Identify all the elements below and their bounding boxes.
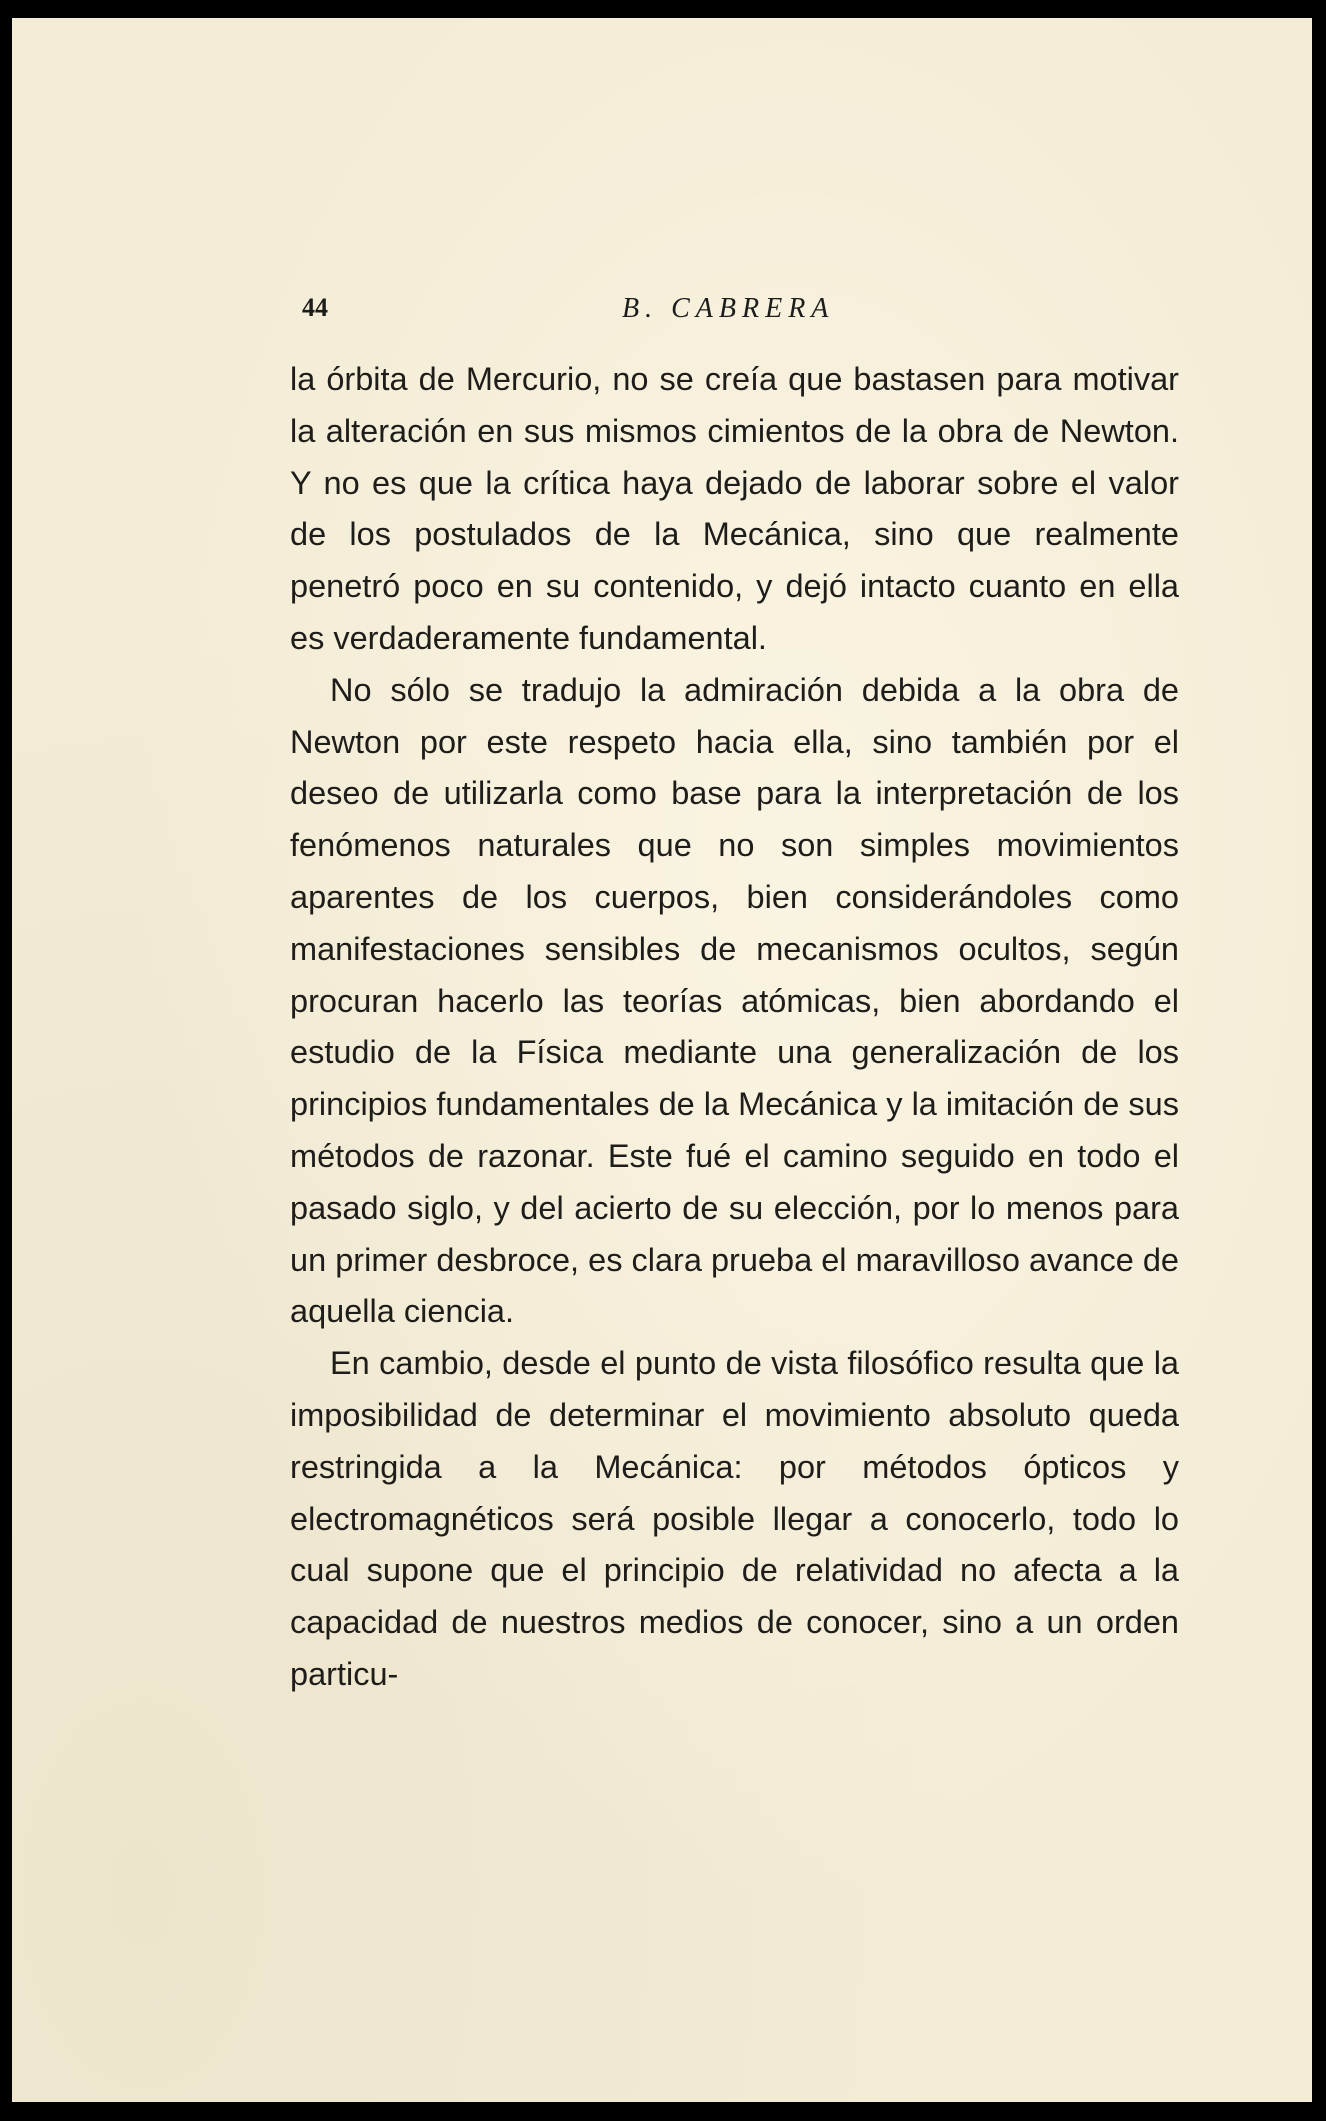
- book-page: [12, 18, 1312, 2102]
- page-header: [302, 293, 1172, 333]
- paragraph-3: En cambio, desde el punto de vista filosófico resulta que la imposibilidad de determinar el movimiento absoluto queda restringida a la Mecánica: por métodos ópticos y electromagnéticos será posible llegar a conocerlo, todo lo cual supone que el principio de relatividad no afecta a la capacidad de nuestros medios de conocer, sino a un orden particu-: [290, 1345, 1179, 1692]
- running-head: B. CABRERA: [622, 293, 835, 324]
- page-number: 44: [302, 293, 328, 322]
- body-text: [290, 354, 1179, 1701]
- paragraph-2: No sólo se tradujo la admiración debida a la obra de Newton por este respeto hacia ella, sino también por el deseo de utilizarla como base para la interpretación de los fenómenos naturales que no son simples movimientos aparentes de los cuerpos, bien considerándoles como manifestaciones sensibles de mecanismos ocultos, según procuran hacerlo las teorías atómicas, bien abordando el estudio de la Física mediante una generalización de los principios fundamentales de la Mecánica y la imitación de sus métodos de razonar. Este fué el camino seguido en todo el pasado siglo, y del acierto de su elección, por lo menos para un primer desbroce, es clara prueba el maravilloso avance de aquella ciencia.: [290, 671, 1179, 1330]
- paragraph-1: la órbita de Mercurio, no se creía que bastasen para motivar la alteración en sus mismos cimientos de la obra de Newton. Y no es que la crítica haya dejado de laborar sobre el valor de los postulados de la Mecánica, sino que realmente penetró poco en su contenido, y dejó intacto cuanto en ella es verdaderamente fundamental.: [290, 361, 1179, 656]
